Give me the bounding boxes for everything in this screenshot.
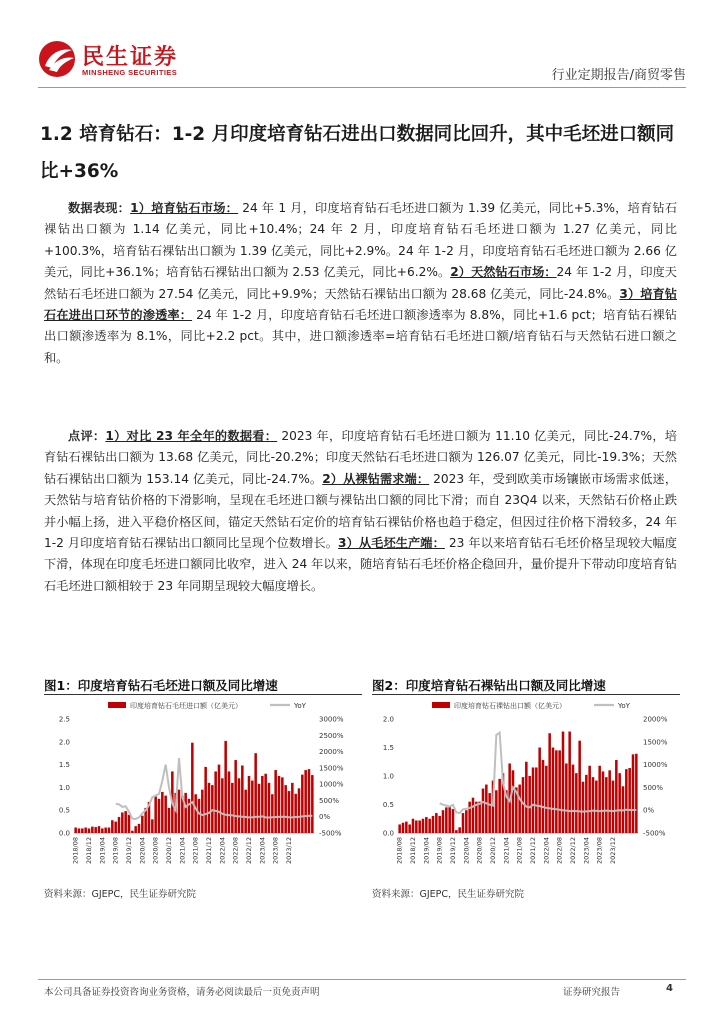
para2-segment: 1）对比 23 年全年的数据看： [105, 429, 278, 443]
brand-name-en: MINSHENG SECURITIES [82, 68, 178, 77]
bar [545, 766, 548, 833]
bar [101, 828, 104, 833]
bar [462, 813, 465, 833]
bar [178, 790, 181, 833]
bar [598, 766, 601, 833]
bar [422, 819, 425, 833]
bar [258, 784, 261, 833]
bar [435, 813, 438, 833]
bar [184, 793, 187, 833]
bar [535, 767, 538, 833]
legend-label-bar: 印度培育钻石裸钻出口额（亿美元） [454, 702, 566, 710]
x-tick-label: 2018/08 [395, 837, 404, 865]
para1-segment: 24 年 1-2 月，印度培育钻石毛坯进口额渗透率为 8.8%，同比+1.6 pct；培育钻石裸钻出口额渗透率为 8.1%，同比+2.2 pct。其中，进口额渗透率=培育钻石毛坯进口额/培育钻石与天然钻石进口额之和。 [44, 308, 677, 365]
bar [412, 819, 415, 833]
y-right-tick-label: 500% [319, 796, 340, 805]
bar [161, 792, 164, 833]
bar [138, 824, 141, 833]
y-right-tick-label: 1000% [643, 761, 668, 770]
x-tick-label: 2022/08 [231, 837, 240, 865]
bar [398, 824, 401, 833]
chart-lgd-polished-export [368, 697, 680, 882]
figure1-source: 资料来源：GJEPC，民生证券研究院 [44, 889, 197, 900]
bar [512, 770, 515, 833]
footer-disclaimer: 本公司具备证券投资咨询业务资格，请务必阅读最后一页免责声明 [44, 987, 320, 998]
bar [605, 777, 608, 833]
bar [432, 816, 435, 833]
bar [308, 769, 311, 833]
bar [555, 750, 558, 833]
x-tick-label: 2022/12 [569, 837, 577, 865]
bar [475, 802, 478, 833]
bar [588, 766, 591, 833]
bar [198, 799, 201, 833]
para1-segment: 数据表现： [68, 201, 131, 215]
bar [104, 828, 107, 833]
bar [585, 775, 588, 833]
legend-swatch-bar [432, 702, 450, 708]
bar [94, 827, 97, 833]
y-left-tick-label: 1.0 [58, 783, 70, 792]
x-tick-label: 2022/08 [555, 837, 564, 865]
x-tick-label: 2018/12 [85, 837, 93, 865]
y-left-tick-label: 2.5 [58, 715, 70, 724]
bar [234, 760, 237, 833]
x-tick-label: 2020/08 [475, 837, 484, 865]
x-tick-label: 2021/12 [529, 837, 537, 865]
legend-label-line: YoY [618, 702, 630, 710]
bar [482, 789, 485, 833]
bar [542, 760, 545, 833]
y-right-tick-label: 2500% [319, 731, 344, 740]
bar [532, 767, 535, 833]
bar [485, 785, 488, 833]
x-tick-label: 2021/04 [178, 837, 187, 865]
bar [88, 828, 91, 833]
bar [472, 798, 475, 833]
bar [151, 819, 154, 833]
bar [191, 743, 194, 833]
bar [128, 815, 131, 833]
para2-segment: 点评： [68, 429, 106, 443]
bar [298, 788, 301, 833]
bar [304, 770, 307, 833]
y-right-tick-label: 1000% [319, 780, 344, 789]
para2-segment: 2）从裸钻需求端： [322, 471, 430, 486]
bar [164, 796, 167, 833]
bar [261, 776, 264, 833]
bar [488, 793, 491, 833]
x-tick-label: 2023/04 [582, 837, 591, 865]
header-divider [38, 87, 686, 88]
bar [408, 824, 411, 833]
bar [518, 785, 521, 833]
legend-swatch-bar [108, 702, 126, 708]
bar [294, 794, 297, 833]
bar [131, 831, 134, 833]
x-tick-label: 2021/08 [515, 837, 524, 865]
x-tick-label: 2018/12 [409, 837, 417, 865]
bar [221, 778, 224, 833]
bar [552, 748, 555, 834]
para1-segment: 24 年 1-2 月，印度天然钻石毛坯进口额为 27.54 亿美元，同比+9.9%；天然钻石裸钻出口额为 28.68 亿美元，同比-24.8%。 [44, 265, 677, 301]
bar [452, 809, 455, 833]
bar [248, 776, 251, 833]
y-right-tick-label: 1500% [319, 764, 344, 773]
x-tick-label: 2020/12 [165, 837, 173, 865]
paragraph-commentary [44, 426, 677, 597]
footer-report-label: 证券研究报告 [563, 987, 621, 998]
bar [478, 802, 481, 833]
bar [608, 770, 611, 833]
x-tick-label: 2023/08 [595, 837, 604, 865]
y-left-tick-label: 2.0 [58, 738, 70, 747]
x-tick-label: 2022/04 [218, 837, 227, 865]
x-tick-label: 2023/12 [285, 837, 293, 865]
figure1-title: 图1：印度培育钻石毛坯进口额及同比增速 [44, 678, 278, 693]
bar [628, 768, 631, 833]
bar [201, 790, 204, 833]
y-right-tick-label: -500% [643, 829, 666, 838]
bar [114, 822, 117, 833]
bar [632, 754, 635, 833]
bar [168, 808, 171, 833]
bar [575, 773, 578, 833]
bar [108, 828, 111, 833]
y-left-tick-label: 1.5 [382, 744, 394, 752]
bar [438, 816, 441, 833]
bar [81, 828, 84, 833]
bar [194, 794, 197, 833]
bar [91, 827, 94, 833]
x-tick-label: 2019/12 [125, 837, 133, 865]
footer-divider [38, 979, 686, 980]
bar [618, 773, 621, 833]
bar [214, 771, 217, 833]
figure1-rule [44, 694, 362, 695]
x-tick-label: 2019/04 [422, 837, 431, 865]
bar [208, 783, 211, 833]
bar [602, 771, 605, 833]
x-tick-label: 2019/08 [111, 837, 120, 865]
y-left-tick-label: 0.5 [58, 806, 70, 815]
bar [428, 819, 431, 833]
x-tick-label: 2023/04 [258, 837, 267, 865]
para2-segment: 2023 年，印度培育钻石毛坯进口额为 11.10 亿美元，同比-24.7%，培育钻石裸钻出口额为 13.68 亿美元，同比-20.2%；印度天然钻石毛坯进口额为 126.07 亿美元，同比-19.3%；天然钻石裸钻出口额为 153.14 亿美元，同比-24.7%。 [44, 429, 677, 486]
legend-label-line: YoY [294, 702, 306, 710]
bar [612, 781, 615, 833]
bar [442, 810, 445, 833]
bar [445, 807, 448, 833]
figure2-source: 资料来源：GJEPC，民生证券研究院 [372, 889, 525, 900]
bar [211, 785, 214, 833]
para2-segment: 3）从毛坯生产端： [338, 536, 445, 551]
bar [228, 771, 231, 833]
bar [528, 776, 531, 833]
bar [572, 765, 575, 833]
x-tick-label: 2023/08 [271, 837, 280, 865]
para1-segment: 1）培育钻石市场： [130, 201, 239, 215]
bar [301, 775, 304, 833]
x-tick-label: 2021/04 [502, 837, 511, 865]
bar [402, 823, 405, 833]
bar [558, 750, 561, 833]
bar [582, 782, 585, 833]
y-right-tick-label: 2000% [643, 715, 668, 724]
bar [111, 820, 114, 833]
bar [218, 765, 221, 833]
bar [468, 802, 471, 833]
paragraph-data-performance [44, 198, 677, 369]
bar [121, 812, 124, 833]
bar [562, 732, 565, 833]
bar [418, 820, 421, 833]
bar [264, 774, 267, 833]
bar [84, 828, 87, 833]
bar [525, 762, 528, 833]
bar [141, 816, 144, 833]
report-type: 行业定期报告/商贸零售 [551, 68, 686, 83]
page-number: 4 [666, 983, 673, 994]
bar [254, 753, 257, 833]
para1-segment: 24 年 1 月，印度培育钻石毛坯进口额为 1.39 亿美元，同比+5.3%，培育钻石裸钻出口额为 1.14 亿美元，同比+10.4%；24 年 2 月，印度培育钻石毛坯进口额为 1.27 亿美元，同比+100.3%，培育钻石裸钻出口额为 1.39 亿美元，同比+2.9%。24 年 1-2 月，印度培育钻石毛坯进口额为 2.66 亿美元，同比+36.1%；培育钻石裸钻出口额为 2.53 亿美元，同比+6.2%。 [44, 201, 678, 280]
bar [281, 777, 284, 833]
bar [251, 781, 254, 833]
bar [448, 806, 451, 833]
x-tick-label: 2019/04 [98, 837, 107, 865]
bar [311, 775, 314, 833]
para1-segment: 3）培育钻石在进出口环节的渗透率： [44, 286, 677, 323]
y-left-tick-label: 1.5 [58, 761, 70, 770]
x-tick-label: 2019/08 [435, 837, 444, 865]
bar [288, 791, 291, 833]
bar [204, 767, 207, 833]
para2-segment: 2023 年，受到欧美市场镶嵌市场需求低迷，天然钻与培育钻价格的下滑影响，呈现在毛坯进口额与裸钻出口额的同比下滑；而自 23Q4 以来，天然钻石价格止跌并小幅上扬，进入平稳价格区间，锚定天然钻石定价的培育钻石裸钻价格也趋于稳定，但因过往价格下滑较多，24 年 1-2 月印度培育钻石裸钻出口额同比呈现个位数增长。 [44, 471, 678, 551]
x-tick-label: 2023/12 [609, 837, 617, 865]
y-right-tick-label: -500% [319, 829, 342, 838]
bar [238, 778, 241, 833]
bar [578, 741, 581, 833]
bar [158, 799, 161, 833]
figure2-title: 图2：印度培育钻石裸钻出口额及同比增速 [372, 678, 606, 693]
bar [98, 826, 101, 833]
bar [154, 797, 157, 833]
y-left-tick-label: 2.0 [382, 715, 394, 724]
section-title: 1.2 培育钻石：1-2 月印度培育钻石进出口数据同比回升，其中毛坯进口额同比+36% [40, 124, 675, 182]
y-right-tick-label: 0% [643, 806, 655, 815]
bar [565, 763, 568, 833]
x-tick-label: 2020/08 [151, 837, 160, 865]
y-right-tick-label: 1500% [643, 738, 668, 747]
x-tick-label: 2018/08 [71, 837, 80, 865]
x-tick-label: 2021/08 [191, 837, 200, 865]
legend-label-bar: 印度培育钻石毛坯进口额（亿美元） [130, 702, 242, 710]
bar [241, 766, 244, 833]
y-left-tick-label: 0.0 [58, 829, 70, 838]
bar [118, 817, 121, 833]
bar [224, 741, 227, 833]
bar [592, 777, 595, 833]
bar [415, 820, 418, 833]
y-left-tick-label: 0.0 [382, 829, 394, 838]
para1-segment: 2）天然钻石市场： [450, 265, 557, 280]
x-tick-label: 2022/04 [542, 837, 551, 865]
y-right-tick-label: 3000% [319, 715, 344, 724]
bar [595, 781, 598, 833]
bar [78, 828, 81, 833]
bar [568, 732, 571, 833]
bar [274, 770, 277, 833]
x-tick-label: 2020/04 [138, 837, 147, 865]
bar [291, 783, 294, 833]
bar [74, 828, 77, 833]
bar [231, 783, 234, 833]
bar [268, 783, 271, 833]
bar [458, 827, 461, 833]
figure2-rule [372, 694, 680, 695]
x-tick-label: 2020/04 [462, 837, 471, 865]
x-tick-label: 2019/12 [449, 837, 457, 865]
bar [284, 785, 287, 833]
y-left-tick-label: 0.5 [382, 801, 394, 809]
y-right-tick-label: 2000% [319, 748, 344, 757]
x-tick-label: 2020/12 [489, 837, 497, 865]
brand-name-cn: 民生证券 [82, 45, 179, 70]
bar [548, 733, 551, 833]
bar [635, 754, 638, 833]
bar [124, 811, 127, 833]
para2-segment: 23 年以来培育钻石毛坯价格呈现较大幅度下滑，体现在印度毛坯进口额同比收窄，进入 24 年以来，随培育钻石毛坯价格企稳回升，量价提升下带动印度培育钻石毛坯进口额相较于 23 年同期呈现较大幅度增长。 [44, 536, 677, 593]
bar [495, 790, 498, 833]
chart-lgd-rough-import [44, 697, 356, 882]
bar [425, 817, 428, 833]
bar [615, 760, 618, 833]
y-right-tick-label: 500% [643, 783, 664, 792]
bar [271, 794, 274, 833]
bar [405, 822, 408, 833]
y-left-tick-label: 1.0 [382, 772, 394, 781]
y-right-tick-label: 0% [319, 813, 331, 822]
bar [244, 790, 247, 833]
bar [498, 779, 501, 833]
bar [625, 769, 628, 833]
bar [134, 826, 137, 833]
x-tick-label: 2022/12 [245, 837, 253, 865]
bar [278, 776, 281, 833]
x-tick-label: 2021/12 [205, 837, 213, 865]
bar [465, 810, 468, 833]
bar [455, 830, 458, 833]
bar [538, 748, 541, 834]
